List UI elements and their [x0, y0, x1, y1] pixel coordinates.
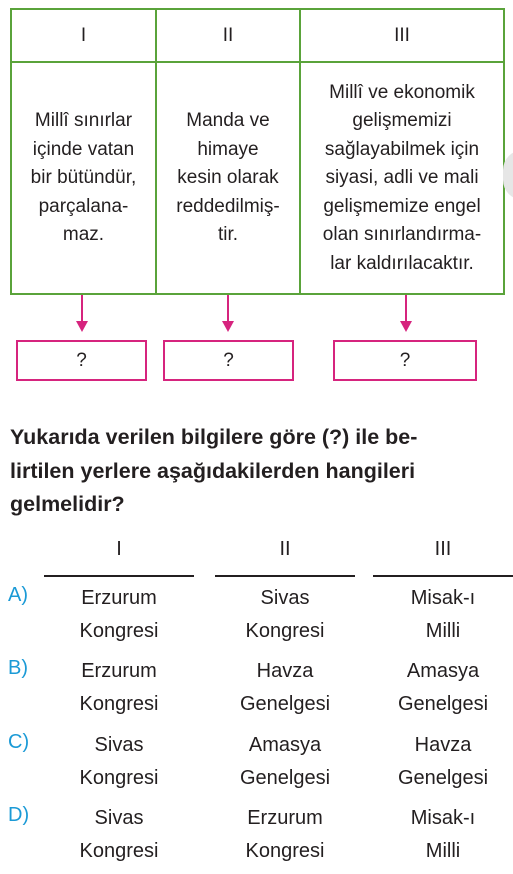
option-c-col-2: Amasya Genelgesi [239, 734, 331, 789]
table-cell-2 [157, 64, 299, 293]
arrow-head-icon [76, 321, 88, 332]
options-header-rule [44, 575, 194, 577]
option-d-col-1: Sivas Kongresi [79, 807, 159, 862]
answer-box-3: ? [333, 340, 477, 381]
option-a-col-3: Misak-ı Milli [410, 587, 476, 642]
arrow-down-icon [405, 295, 407, 322]
option-a-col-2: Sivas Kongresi [245, 587, 325, 642]
table-cell-2-text: Manda ve himaye kesin olarak reddedilmiş- tir. [176, 110, 280, 246]
arrow-head-icon [400, 321, 412, 332]
table-header-2: II [222, 25, 234, 46]
table-cell-1-text: Millî sınırlar içinde vatan bir bütündür, parçalana- maz. [30, 110, 137, 246]
table-header-1: I [80, 25, 87, 46]
table-cell-3 [301, 64, 503, 293]
options-header-rule [373, 575, 513, 577]
table-header-3: III [394, 25, 410, 46]
option-b-col-3: Amasya Genelgesi [397, 660, 489, 715]
option-d-letter[interactable]: D) [8, 804, 30, 826]
options-header-2: II [279, 538, 291, 560]
table-cell-3-text: Millî ve ekonomik gelişmemizi sağlayabilmek için siyasi, adli ve mali gelişmemize engel olan sınırlandırma- lar kaldırılacaktır. [322, 81, 482, 274]
arrow-head-icon [222, 321, 234, 332]
question-text: Yukarıda verilen bilgilere göre (?) ile be- lirtilen yerlere aşağıdakilerden hangileri gelmelidir? [10, 425, 418, 516]
options-header-rule [215, 575, 355, 577]
table-cell-1 [12, 64, 155, 293]
option-c-col-1: Sivas Kongresi [79, 734, 159, 789]
arrow-down-icon [227, 295, 229, 322]
options-header-1: I [116, 538, 122, 560]
option-c-letter[interactable]: C) [8, 731, 30, 753]
info-table [10, 8, 505, 295]
option-b-letter[interactable]: B) [8, 657, 28, 679]
option-a-col-1: Erzurum Kongresi [79, 587, 159, 642]
answer-box-1: ? [16, 340, 147, 381]
option-b-col-1: Erzurum Kongresi [79, 660, 159, 715]
options-header-3: III [434, 538, 452, 560]
option-b-col-2: Havza Genelgesi [239, 660, 331, 715]
option-d-col-2: Erzurum Kongresi [245, 807, 325, 862]
answer-box-2: ? [163, 340, 294, 381]
option-c-col-3: Havza Genelgesi [397, 734, 489, 789]
option-a-letter[interactable]: A) [8, 584, 28, 606]
option-d-col-3: Misak-ı Milli [410, 807, 476, 862]
arrow-down-icon [81, 295, 83, 322]
